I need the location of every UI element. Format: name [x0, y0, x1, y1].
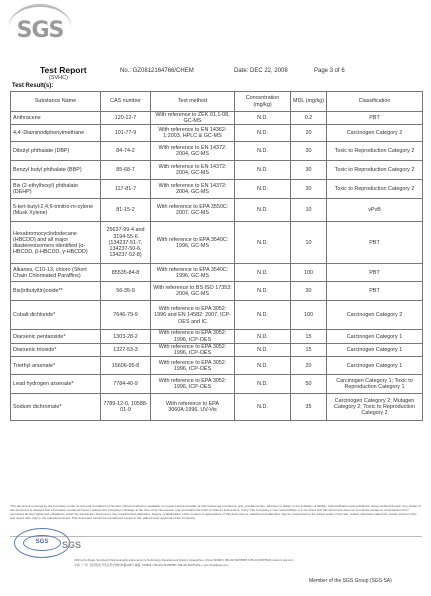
report-subtitle: (SVHC): [49, 75, 68, 81]
cell-cls: Carcinogen Category 2; Mutagen Category 2; Toxic to Reproduction Category 2: [327, 394, 423, 421]
cell-method: With reference to EPA 3540C: 1996, GC-MS: [151, 222, 235, 264]
table-header-row: [11, 92, 423, 112]
table-row: [11, 282, 423, 301]
cell-name: 4,4'-Diaminodiphenylmethane: [11, 125, 101, 142]
cell-cls: PBT: [327, 222, 423, 264]
cell-cls: Carcinogen Category 1: [327, 357, 423, 375]
cell-cls: Carcinogen Category 1; Toxic to Reproduction Category 1: [327, 375, 423, 394]
header-mdl: MDL (mg/kg): [291, 92, 327, 112]
cell-method: With reference to EPA 3052: 1996, ICP-OES: [151, 375, 235, 394]
address-english: 198 Kezhu Road, Scientech Park Guangzhou Economic & Technology Development District, Guangzhou, China 510663 t (86-20) 82155555 f (86-20) 82075191 www.cn.sgs.com: [74, 558, 294, 562]
cell-cas: 84-74-2: [101, 142, 151, 161]
table-row: [11, 330, 423, 343]
header-classification: Classification: [327, 92, 423, 112]
cell-conc: N.D.: [235, 282, 291, 301]
cell-mdl: 30: [291, 282, 327, 301]
report-title: Test Report: [40, 65, 87, 75]
table-row: [11, 161, 423, 180]
footer-logo: SGS: [62, 540, 82, 550]
table-row: [11, 343, 423, 356]
table-row: [11, 375, 423, 394]
stamp-text: SGS: [35, 539, 49, 545]
cell-cls: PBT: [327, 264, 423, 282]
legal-notice: This document is issued by the Company under its General Conditions of Service printed overleaf or available on request and accessible at http://www.sgs.com/terms_and_conditions.htm. Attention is drawn to the limitation of liability, indemnification and jurisdiction issues defined therein. Any holder of this document is advised that information contained hereon reflects the Company's findings at the time of its intervention only and within the limits of Client's instructions, if any. The Company's sole responsibility is to its Client and this document does not exonerate parties to a transaction from exercising all their rights and obligations under the transaction documents. Any unauthorized alteration, forgery or falsification of the content or appearance of this document is unlawful and offenders may be prosecuted to the fullest extent of the law. Unless otherwise stated the results shown in this test report refer only to the sample(s) tested. This document cannot be reproduced except in full, without prior approval of the Company.: [10, 504, 421, 520]
table-row: [11, 264, 423, 282]
cell-cas: 7646-79-9: [101, 301, 151, 330]
cell-mdl: 50: [291, 375, 327, 394]
cell-method: With reference to EPA 3540C: 1996, GC-MS: [151, 264, 235, 282]
cell-name: Benzyl butyl phthalate (BBP): [11, 161, 101, 180]
cell-name: 5-tert-butyl-2,4,6-trinitro-m-xylene (Musk Xylene): [11, 199, 101, 222]
cell-mdl: 100: [291, 301, 327, 330]
cell-method: With reference to EN 14372: 2004, GC-MS: [151, 180, 235, 199]
cell-cls: vPvB: [327, 199, 423, 222]
cell-conc: N.D.: [235, 180, 291, 199]
cell-cas: 101-77-9: [101, 125, 151, 142]
cell-conc: N.D.: [235, 222, 291, 264]
cell-name: Lead hydrogen arsenate*: [11, 375, 101, 394]
cell-name: Diarsenic pentaoxide*: [11, 330, 101, 343]
table-row: [11, 394, 423, 421]
page-number: Page 3 of 6: [314, 68, 345, 74]
cell-cas: 85535-84-8: [101, 264, 151, 282]
cell-method: With reference to EN 14372: 2004, GC-MS: [151, 161, 235, 180]
cell-cls: Carcinogen Category 1: [327, 330, 423, 343]
cell-method: With reference to EPA 3060A:1996, UV-Vis: [151, 394, 235, 421]
cell-cls: Carcinogen Category 2: [327, 301, 423, 330]
header-substance: Substance Name: [11, 92, 101, 112]
cell-conc: N.D.: [235, 343, 291, 356]
report-date: Date: DEC 22, 2008: [234, 68, 288, 74]
cell-method: With reference to EPA 3052: 1996 and EN 14582: 2007, ICP-OES and IC: [151, 301, 235, 330]
cell-conc: N.D.: [235, 199, 291, 222]
cell-name: Bis(tributyltin)oxide**: [11, 282, 101, 301]
cell-cls: Toxic to Reproduction Category 2: [327, 161, 423, 180]
header-concentration: Concentration (mg/kg): [235, 92, 291, 112]
cell-cas: 15606-95-8: [101, 357, 151, 375]
cell-conc: N.D.: [235, 264, 291, 282]
cell-cas: 1303-28-2: [101, 330, 151, 343]
cell-cls: Toxic to Reproduction Category 2: [327, 180, 423, 199]
cell-cas: 7784-40-9: [101, 375, 151, 394]
member-line: Member of the SGS Group (SGS SA): [309, 578, 392, 584]
cell-name: Triethyl arsenate*: [11, 357, 101, 375]
cell-name: Diarsenic trioxide*: [11, 343, 101, 356]
cell-conc: N.D.: [235, 161, 291, 180]
cell-name: Anthracene: [11, 112, 101, 125]
cell-method: With reference to EPA 3052: 1996, ICP-OES: [151, 357, 235, 375]
cell-method: With reference to EN 14362-1:2003, HPLC & GC-MS: [151, 125, 235, 142]
cell-mdl: 0.2: [291, 112, 327, 125]
cell-conc: N.D.: [235, 375, 291, 394]
sgs-logo: SGS: [16, 18, 64, 43]
cell-mdl: 20: [291, 125, 327, 142]
cell-method: With reference to EN 14372: 2004, GC-MS: [151, 142, 235, 161]
cell-mdl: 15: [291, 343, 327, 356]
table-row: [11, 142, 423, 161]
cell-mdl: 15: [291, 330, 327, 343]
report-number: No.: GZ0812164766/CHEM: [120, 68, 194, 74]
cell-method: With reference to BS ISO 17353: 2004, GC-MS: [151, 282, 235, 301]
cell-conc: N.D.: [235, 142, 291, 161]
table-row: [11, 199, 423, 222]
cell-cls: PBT: [327, 112, 423, 125]
cell-conc: N.D.: [235, 112, 291, 125]
cell-name: Hexabromocyclododecane (HBCDD) and all major diastereoisomers identified (α-HBCDD, β-HBCDD, γ-HBCDD): [11, 222, 101, 264]
cell-method: With reference to EPA 3550C: 2007, GC-MS: [151, 199, 235, 222]
cell-cas: 25637-99-4 and 3194-55-6 (134237-51-7, 134237-50-6, 134237-52-8): [101, 222, 151, 264]
results-table: [10, 91, 423, 421]
cell-mdl: 30: [291, 161, 327, 180]
cell-name: Alkanes, C10-13, chloro (Short Chain Chlorinated Paraffins): [11, 264, 101, 282]
table-row: [11, 125, 423, 142]
cell-cls: Carcinogen Category 1: [327, 343, 423, 356]
cell-name: Dibutyl phthalate (DBP): [11, 142, 101, 161]
cell-conc: N.D.: [235, 330, 291, 343]
cell-name: Sodium dichromate*: [11, 394, 101, 421]
cell-name: Cobalt dichloride*: [11, 301, 101, 330]
cell-conc: N.D.: [235, 125, 291, 142]
cell-mdl: 10: [291, 199, 327, 222]
cell-cas: 85-68-7: [101, 161, 151, 180]
cell-mdl: 35: [291, 394, 327, 421]
cell-cls: Carcinogen Category 2: [327, 125, 423, 142]
cell-mdl: 10: [291, 222, 327, 264]
cell-conc: N.D.: [235, 357, 291, 375]
cell-method: With reference to ZEK 01.1-08, GC-MS: [151, 112, 235, 125]
cell-cas: 56-35-9: [101, 282, 151, 301]
cell-conc: N.D.: [235, 301, 291, 330]
cell-cas: 7789-12-0, 10588-01-9: [101, 394, 151, 421]
table-row: [11, 112, 423, 125]
cell-method: With reference to EPA 3052: 1996, ICP-OES: [151, 330, 235, 343]
table-row: [11, 301, 423, 330]
cell-cas: 120-12-7: [101, 112, 151, 125]
table-row: [11, 357, 423, 375]
header-cas: CAS number: [101, 92, 151, 112]
cell-cls: Toxic to Reproduction Category 2: [327, 142, 423, 161]
section-heading: Test Result(s):: [12, 83, 54, 89]
cell-cls: PBT: [327, 282, 423, 301]
cell-cas: 117-81-7: [101, 180, 151, 199]
address-chinese: 中国 · 广州 · 经济技术开发区科学城科珠路198号 邮编: 510663 t (86-20) 82155555 f (86-20) 82075191 e sgs.china@sgs.com: [74, 563, 229, 567]
cell-name: Bis (2-ethylhexyl) phthalate (DEHP): [11, 180, 101, 199]
cell-method: With reference to EPA 3052: 1996, ICP-OES: [151, 343, 235, 356]
cell-cas: 1327-53-3: [101, 343, 151, 356]
cell-conc: N.D.: [235, 394, 291, 421]
cell-mdl: 30: [291, 180, 327, 199]
cell-mdl: 100: [291, 264, 327, 282]
cell-mdl: 30: [291, 142, 327, 161]
header-method: Test method: [151, 92, 235, 112]
cell-cas: 81-15-2: [101, 199, 151, 222]
cell-mdl: 20: [291, 357, 327, 375]
table-row: [11, 180, 423, 199]
table-row: [11, 222, 423, 264]
